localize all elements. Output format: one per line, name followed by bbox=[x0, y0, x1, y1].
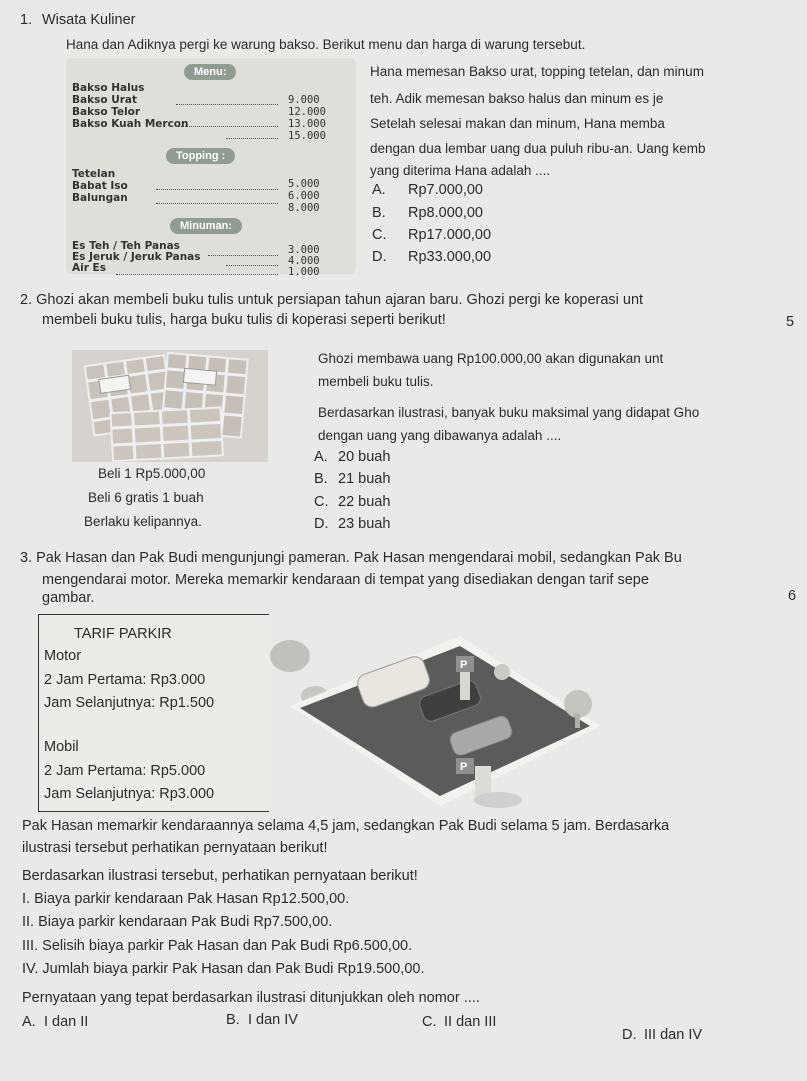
topping-name: Balungan bbox=[72, 192, 128, 204]
tarif-mobil: Mobil bbox=[44, 739, 79, 755]
q3-option-d[interactable]: III dan IV bbox=[644, 1027, 703, 1043]
topping-header: Topping : bbox=[166, 148, 235, 164]
q2-option-b[interactable]: 21 buah bbox=[338, 471, 391, 487]
menu-item-name: Bakso Halus bbox=[72, 82, 145, 94]
menu-item-price: 9.000 bbox=[288, 94, 320, 106]
drink-price: 3.000 bbox=[288, 244, 320, 256]
q3-after: Pak Hasan memarkir kendaraannya selama 4,5 jam, sedangkan Pak Budi selama 5 jam. Berdasarka bbox=[22, 818, 670, 834]
menu-item-name: Bakso Urat bbox=[72, 94, 137, 106]
q1-option-c[interactable]: Rp17.000,00 bbox=[408, 227, 492, 243]
q2-text-line: dengan uang yang dibawanya adalah .... bbox=[318, 428, 562, 443]
menu-item-name: Bakso Telor bbox=[72, 106, 141, 118]
drink-header: Minuman: bbox=[170, 218, 242, 234]
tarif-motor: Motor bbox=[44, 648, 82, 664]
dotted-leader bbox=[208, 255, 278, 256]
q2-option-letter: B. bbox=[314, 471, 328, 487]
menu-item-name: Bakso Kuah Mercon bbox=[72, 118, 189, 130]
q2-caption: Beli 1 Rp5.000,00 bbox=[98, 466, 206, 481]
q3-line: gambar. bbox=[42, 590, 95, 606]
parking-sign: P bbox=[460, 659, 468, 671]
drink-name: Es Teh / Teh Panas bbox=[72, 240, 180, 252]
q2-option-a[interactable]: 20 buah bbox=[338, 449, 391, 465]
tarif-motor-first: 2 Jam Pertama: Rp3.000 bbox=[44, 672, 206, 688]
q2-caption: Berlaku kelipannya. bbox=[84, 514, 202, 529]
q2-option-d[interactable]: 23 buah bbox=[338, 516, 391, 532]
drink-price: 4.000 bbox=[288, 255, 320, 267]
dotted-leader bbox=[176, 126, 278, 127]
tarif-motor-next: Jam Selanjutnya: Rp1.500 bbox=[44, 695, 215, 711]
q2-option-letter: C. bbox=[314, 494, 329, 510]
q1-option-letter: C. bbox=[372, 227, 387, 243]
q2-line: membeli buku tulis, harga buku tulis di koperasi seperti berikut! bbox=[42, 312, 446, 328]
q1-text-line: dengan dua lembar uang dua puluh ribu-an. Uang kemb bbox=[370, 141, 706, 156]
drink-name: Air Es bbox=[72, 262, 106, 274]
tarif-parkir-box bbox=[38, 614, 269, 812]
q1-option-d[interactable]: Rp33.000,00 bbox=[408, 249, 492, 265]
q2-option-c[interactable]: 22 buah bbox=[338, 494, 391, 510]
q3-option-letter: B. bbox=[226, 1012, 240, 1028]
drink-price: 1.000 bbox=[288, 266, 320, 278]
tarif-title: TARIF PARKIR bbox=[74, 626, 172, 642]
statement-1: I. Biaya parkir kendaraan Pak Hasan Rp12.500,00. bbox=[22, 891, 350, 907]
side-number: 5 bbox=[786, 314, 795, 330]
dotted-leader bbox=[156, 189, 278, 190]
q1-option-a[interactable]: Rp7.000,00 bbox=[408, 182, 483, 198]
q3-option-a[interactable]: I dan II bbox=[44, 1014, 89, 1030]
parking-lot-illustration bbox=[270, 616, 620, 816]
q1-option-letter: A. bbox=[372, 182, 386, 198]
q2-text-line: membeli buku tulis. bbox=[318, 374, 434, 389]
menu-header: Menu: bbox=[184, 64, 236, 80]
menu-item-price: 12.000 bbox=[288, 106, 326, 118]
q1-option-b[interactable]: Rp8.000,00 bbox=[408, 205, 483, 221]
dotted-leader bbox=[226, 265, 278, 266]
topping-name: Babat Iso bbox=[72, 180, 128, 192]
q1-text-line: teh. Adik memesan bakso halus dan minum es je bbox=[370, 91, 664, 106]
dotted-leader bbox=[156, 203, 278, 204]
q3-option-letter: C. bbox=[422, 1014, 437, 1030]
q2-caption: Beli 6 gratis 1 buah bbox=[88, 490, 204, 505]
q2-text-line: Ghozi membawa uang Rp100.000,00 akan digunakan unt bbox=[318, 351, 664, 366]
topping-price: 5.000 bbox=[288, 178, 320, 190]
q3-option-letter: A. bbox=[22, 1014, 36, 1030]
q1-title: Wisata Kuliner bbox=[42, 12, 136, 28]
q1-option-letter: B. bbox=[372, 205, 386, 221]
drink-name: Es Jeruk / Jeruk Panas bbox=[72, 251, 201, 263]
q1-intro: Hana dan Adiknya pergi ke warung bakso. Berikut menu dan harga di warung tersebut. bbox=[66, 37, 586, 52]
q3-question: Pernyataan yang tepat berdasarkan ilustrasi ditunjukkan oleh nomor .... bbox=[22, 990, 480, 1006]
tarif-mobil-next: Jam Selanjutnya: Rp3.000 bbox=[44, 786, 215, 802]
q2-option-letter: A. bbox=[314, 449, 328, 465]
statement-2: II. Biaya parkir kendaraan Pak Budi Rp7.500,00. bbox=[22, 914, 333, 930]
topping-name: Tetelan bbox=[72, 168, 116, 180]
q3-option-letter: D. bbox=[622, 1027, 637, 1043]
dotted-leader bbox=[116, 274, 278, 275]
q1-text-line: yang diterima Hana adalah .... bbox=[370, 163, 551, 178]
dotted-leader bbox=[226, 138, 278, 139]
menu-item-price: 15.000 bbox=[288, 130, 326, 142]
books-illustration bbox=[72, 350, 268, 462]
parking-sign: P bbox=[460, 761, 468, 773]
q3-after: Berdasarkan ilustrasi tersebut, perhatikan pernyataan berikut! bbox=[22, 868, 418, 884]
topping-price: 8.000 bbox=[288, 202, 320, 214]
q3-option-b[interactable]: I dan IV bbox=[248, 1012, 298, 1028]
q3-line: 3. Pak Hasan dan Pak Budi mengunjungi pameran. Pak Hasan mengendarai mobil, sedangkan Pak Bu bbox=[20, 550, 682, 566]
side-number: 6 bbox=[788, 588, 797, 604]
statement-4: IV. Jumlah biaya parkir Pak Hasan dan Pak Budi Rp19.500,00. bbox=[22, 961, 425, 977]
q3-line: mengendarai motor. Mereka memarkir kendaraan di tempat yang disediakan dengan tarif sepe bbox=[42, 572, 649, 588]
q2-option-letter: D. bbox=[314, 516, 329, 532]
q3-after: ilustrasi tersebut perhatikan pernyataan berikut! bbox=[22, 840, 328, 856]
statement-3: III. Selisih biaya parkir Pak Hasan dan Pak Budi Rp6.500,00. bbox=[22, 938, 413, 954]
q1-option-letter: D. bbox=[372, 249, 387, 265]
menu-card bbox=[66, 58, 356, 278]
q1-text-line: Setelah selesai makan dan minum, Hana memba bbox=[370, 116, 665, 131]
q3-option-c[interactable]: II dan III bbox=[444, 1014, 497, 1030]
tarif-mobil-first: 2 Jam Pertama: Rp5.000 bbox=[44, 763, 206, 779]
q2-line: 2. Ghozi akan membeli buku tulis untuk persiapan tahun ajaran baru. Ghozi pergi ke koperasi unt bbox=[20, 292, 644, 308]
dotted-leader bbox=[176, 104, 278, 105]
topping-price: 6.000 bbox=[288, 190, 320, 202]
q2-text-line: Berdasarkan ilustrasi, banyak buku maksimal yang didapat Gho bbox=[318, 405, 700, 420]
q1-number: 1. bbox=[20, 12, 33, 28]
q1-text-line: Hana memesan Bakso urat, topping tetelan, dan minum bbox=[370, 64, 704, 79]
menu-item-price: 13.000 bbox=[288, 118, 326, 130]
